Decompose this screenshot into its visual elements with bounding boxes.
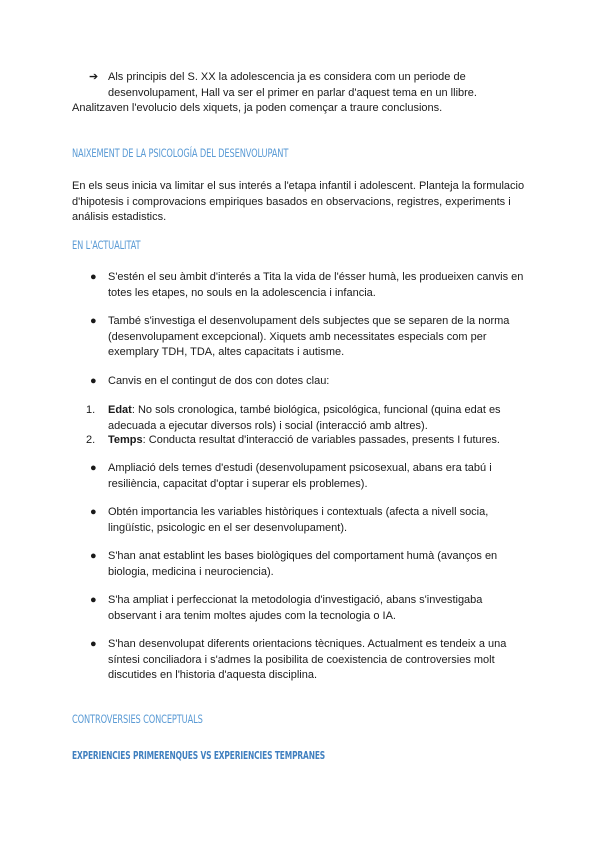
bullet-icon: ● bbox=[90, 315, 97, 327]
subsection-heading-experiencies: EXPERIENCIES PRIMERENQUES VS EXPERIENCIES TEMPRANES bbox=[72, 749, 326, 762]
list-item bbox=[72, 593, 532, 624]
section-heading-actualitat: EN L'ACTUALITAT bbox=[72, 238, 141, 252]
item-number: 2. bbox=[86, 434, 96, 446]
numbered-item-text bbox=[108, 433, 532, 449]
numbered-item-text bbox=[108, 403, 532, 434]
list-item-text: S'han anat establint les bases biològiques del comportament humà (avanços en biologia, medicina i neurociencia). bbox=[108, 550, 498, 578]
term-definition: : No sols cronologica, també biológica, psicológica, funcional (quina edat es adecuada a ejecutar diversos rols) i social (interacció amb altres). bbox=[108, 404, 501, 432]
bullet-icon: ● bbox=[90, 594, 97, 606]
list-item-text: S'estén el seu àmbit d'interés a Tita la vida de l'ésser humà, les produeixen canvis en totes les etapes, no souls en la adolescencia i infancia. bbox=[108, 271, 524, 299]
bullet-icon: ● bbox=[90, 638, 97, 650]
arrow-item-text: Als principis del S. XX la adolescencia ja es considera com un periode de desenvolupament, Hall va ser el primer en parlar d'aquest tema en un llibre. bbox=[108, 71, 477, 99]
bullet-icon: ● bbox=[90, 506, 97, 518]
list-item bbox=[72, 314, 532, 361]
numbered-item bbox=[72, 403, 532, 434]
term-label: Edat bbox=[108, 404, 132, 416]
numbered-item bbox=[72, 433, 532, 449]
section1-paragraph: En els seus inicia va limitar el sus interés a l'etapa infantil i adolescent. Planteja la formulacio d'hipotesis i comprovacions empiriques basados en observacions, registres, experiments i análisis estadistics. bbox=[72, 180, 525, 223]
list-item-text: S'ha ampliat i perfeccionat la metodologia d'investigació, abans s'investigaba observant i ara tenim moltes ajudes com la tecnologia o IA. bbox=[108, 594, 483, 622]
list-item bbox=[72, 505, 532, 536]
list-item-text: Canvis en el contingut de dos con dotes clau: bbox=[108, 375, 330, 387]
item-number: 1. bbox=[86, 404, 96, 416]
term-definition: : Conducta resultat d'interacció de variables passades, presents I futures. bbox=[142, 434, 500, 446]
section-heading-naixement: NAIXEMENT DE LA PSICOLOGÍA DEL DESENVOLUPANT bbox=[72, 146, 289, 160]
arrow-list-item bbox=[72, 70, 532, 101]
bullet-icon: ● bbox=[90, 271, 97, 283]
list-item bbox=[72, 549, 532, 580]
list-item bbox=[72, 637, 532, 684]
bullet-icon: ● bbox=[90, 462, 97, 474]
list-item-text: Obtén importancia les variables històriques i contextuals (afecta a nivell socia, lingüístic, psicologic en el ser desenvolupament). bbox=[108, 506, 489, 534]
bullet-icon: ● bbox=[90, 375, 97, 387]
arrow-right-icon: ➔ bbox=[89, 71, 99, 83]
list-item bbox=[72, 270, 532, 301]
list-item bbox=[72, 374, 532, 390]
list-item-text: S'han desenvolupat diferents orientacions tècniques. Actualment es tendeix a una síntesi conciliadora i s'admes la posibilita de coexistencia de controversies molt discutides en l'historia d'aquesta disciplina. bbox=[108, 638, 507, 681]
term-label: Temps bbox=[108, 434, 143, 446]
list-item bbox=[72, 461, 532, 492]
list-item-text: També s'investiga el desenvolupament dels subjectes que se separen de la norma (desenvolupament excepcional). Xiquets amb necessitates especials com per exemplary TDH, TDA, altes capacitats i autisme. bbox=[108, 315, 510, 358]
list-item-text: Ampliació dels temes d'estudi (desenvolupament psicosexual, abans era tabú i resiliència, capacitat d'optar i superar els problemes). bbox=[108, 462, 492, 490]
bullet-icon: ● bbox=[90, 550, 97, 562]
intro-followup: Analitzaven l'evolucio dels xiquets, ja poden començar a traure conclusions. bbox=[72, 102, 443, 114]
section-heading-controversies: CONTROVERSIES CONCEPTUALS bbox=[72, 712, 203, 726]
